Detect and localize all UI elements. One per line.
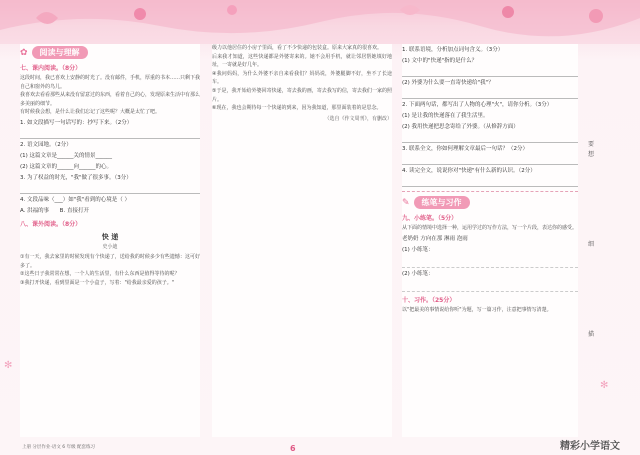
passage-paragraph: 这段时间，我已喜欢上安静的时光了。没有邮件，手机，厚重的书本……只剩下我自己和窗外的鸟儿。 <box>20 75 200 90</box>
side-tag: 要 <box>588 141 595 148</box>
story-paragraph: ③我打开快递，看到里面是一个小盒子，写着："给我最亲爱的孩子。" <box>20 279 175 286</box>
story-paragraph: ①有一天，我去家里的时候发现有个快递了，送给我的时候多少有些遗憾：这可好多了。 <box>20 253 200 269</box>
question-section-eight: 八、课外阅读。（8分） <box>20 220 82 228</box>
balloon-icon <box>134 8 146 20</box>
answer-line[interactable] <box>402 177 578 187</box>
question-1: 1. 联系语境，分析加点词句含义。（3分） <box>402 47 504 53</box>
question-section-nine: 九、小练笔。（5分） <box>402 215 458 222</box>
story-paragraph: ④我问妈妈，为什么外婆不亲自来看我们？妈妈说，外婆腿脚不好，坐不了长途车。 <box>212 70 392 86</box>
answer-line[interactable] <box>402 67 578 77</box>
section-title: 练笔与习作 <box>414 196 470 209</box>
story-paragraph: ⑥现在，我也会期待每一个快递的到来，因为我知道，那里面装着的是思念。 <box>212 105 382 112</box>
story-title: 快 递 <box>101 232 119 241</box>
question-2a: (1) 是让我的快递落在了我生活里。 <box>402 113 489 119</box>
story-author: 史小迪 <box>102 243 118 250</box>
header-decoration <box>0 0 640 44</box>
reading-column-left <box>20 44 200 437</box>
watermark: 精彩小学语文 <box>560 441 620 452</box>
question-1: 1. 如文段描写一句话写的：抄写下来。（2分） <box>20 119 133 126</box>
question-2b: (2) 我用快递把思念寄给了外婆。（从修辞方面） <box>402 124 519 130</box>
reading-column-middle <box>212 44 392 437</box>
passage-paragraph: 有时候我会想，是什么让我们忘记了这些呢？大概是太忙了吧。 <box>20 109 161 116</box>
questions-column-right <box>402 44 578 437</box>
page-number: 6 <box>290 444 296 453</box>
leaf-icon <box>36 12 58 24</box>
practice-prompt: 从下面的情境中选择一种，运用学过的写作方法，写一个片段，表达你的感受。 <box>402 225 578 231</box>
footer <box>0 437 640 455</box>
story-paragraph: 级力以他居住的小房子里面，看了不少快递的包装盒。原来大家真的很喜欢。 <box>212 45 383 51</box>
option-a[interactable]: A. 洪福的事 <box>20 207 50 214</box>
question-2: 2. 下面两句话，都写出了人物的心理"火"，请你分析。（3分） <box>402 102 553 108</box>
section-header <box>402 196 578 209</box>
section-header <box>20 46 200 59</box>
side-tag: 细 <box>588 241 595 248</box>
practice-line: (1) 小练笔： <box>402 246 434 253</box>
flower-icon: ✿ <box>20 47 28 58</box>
question-2a: (1) 这篇文章是______关的情景______ <box>20 152 113 159</box>
answer-line[interactable] <box>20 129 200 139</box>
balloon-icon <box>227 5 237 15</box>
story-paragraph: ⑤于是，我开始给外婆回寄快递，寄去我的画，寄去我写的信，寄去我们一家的照片。 <box>212 87 392 103</box>
side-tag: 描 <box>588 331 595 338</box>
answer-line[interactable] <box>402 155 578 165</box>
side-tag: 想 <box>588 151 595 158</box>
footer-book-title: 上册 分层作业·语文 6 年级 配套练习 <box>22 445 96 450</box>
practice-options: 老奶奶 方向在那 淋雨 泡雨 <box>402 235 468 242</box>
leaf-icon <box>400 5 420 15</box>
question-2: 2. 语文园地。（2分） <box>20 141 72 148</box>
question-2b: (2) 这篇文章的______向______的心。 <box>20 163 113 170</box>
question-section-seven: 七、课内阅读。（8分） <box>20 65 82 72</box>
answer-line[interactable] <box>402 256 578 268</box>
question-3: 3. 为了权益的时光，"我"做了很多事。（3分） <box>20 174 132 181</box>
windmill-icon: ✻ <box>4 360 13 371</box>
option-b[interactable]: B. 直接打开 <box>59 207 89 214</box>
question-section-ten: 十、习作。（25分） <box>402 296 456 304</box>
practice-line-2: (2) 小练笔： <box>402 270 434 277</box>
balloon-icon <box>502 6 514 18</box>
divider <box>402 191 578 192</box>
question-4-options <box>20 206 200 216</box>
section-title: 阅读与理解 <box>32 46 88 59</box>
pencil-icon: ✎ <box>402 197 410 208</box>
answer-line[interactable] <box>402 280 578 292</box>
story-source: （选自《作文周刊》，有删改） <box>324 115 392 122</box>
question-4: 4. 文段品味（___）如"我"看到的心境是（ ） <box>20 196 131 203</box>
balloon-icon <box>589 9 603 23</box>
passage-paragraph: 我喜欢去看看那些从来没有留意过的东西，看着自己的心，发现原来生活中有那么多美丽的细节。 <box>20 92 200 107</box>
question-1a: (1) 文中的"快递"指的是什么？ <box>402 58 478 64</box>
answer-line[interactable] <box>402 133 578 143</box>
side-margin <box>582 44 622 437</box>
question-1b: (2) 外婆为什么要一直寄快递给"我"？ <box>402 80 494 86</box>
question-4: 4. 读完全文，说说你对"快递"有什么新的认识。（2分） <box>402 168 536 174</box>
answer-line[interactable] <box>402 89 578 99</box>
essay-prompt: 以"把最美的事情说给你听"为题，写一篇习作，注意把事情写清楚。 <box>402 306 552 313</box>
answer-line[interactable] <box>20 184 200 194</box>
question-3: 3. 联系全文，你如何理解文章最后一句话？（2分） <box>402 146 528 152</box>
windmill-icon: ✻ <box>600 380 609 391</box>
story-paragraph: ②这些日子我常常在想，一个人的生活里，有什么东西是值得等待的呢？ <box>20 271 180 278</box>
story-paragraph: 后来我才知道，这些快递都是外婆寄来的。她不会用手机，就让邻居帮她填好地址，一寄就是好几年。 <box>212 53 392 69</box>
